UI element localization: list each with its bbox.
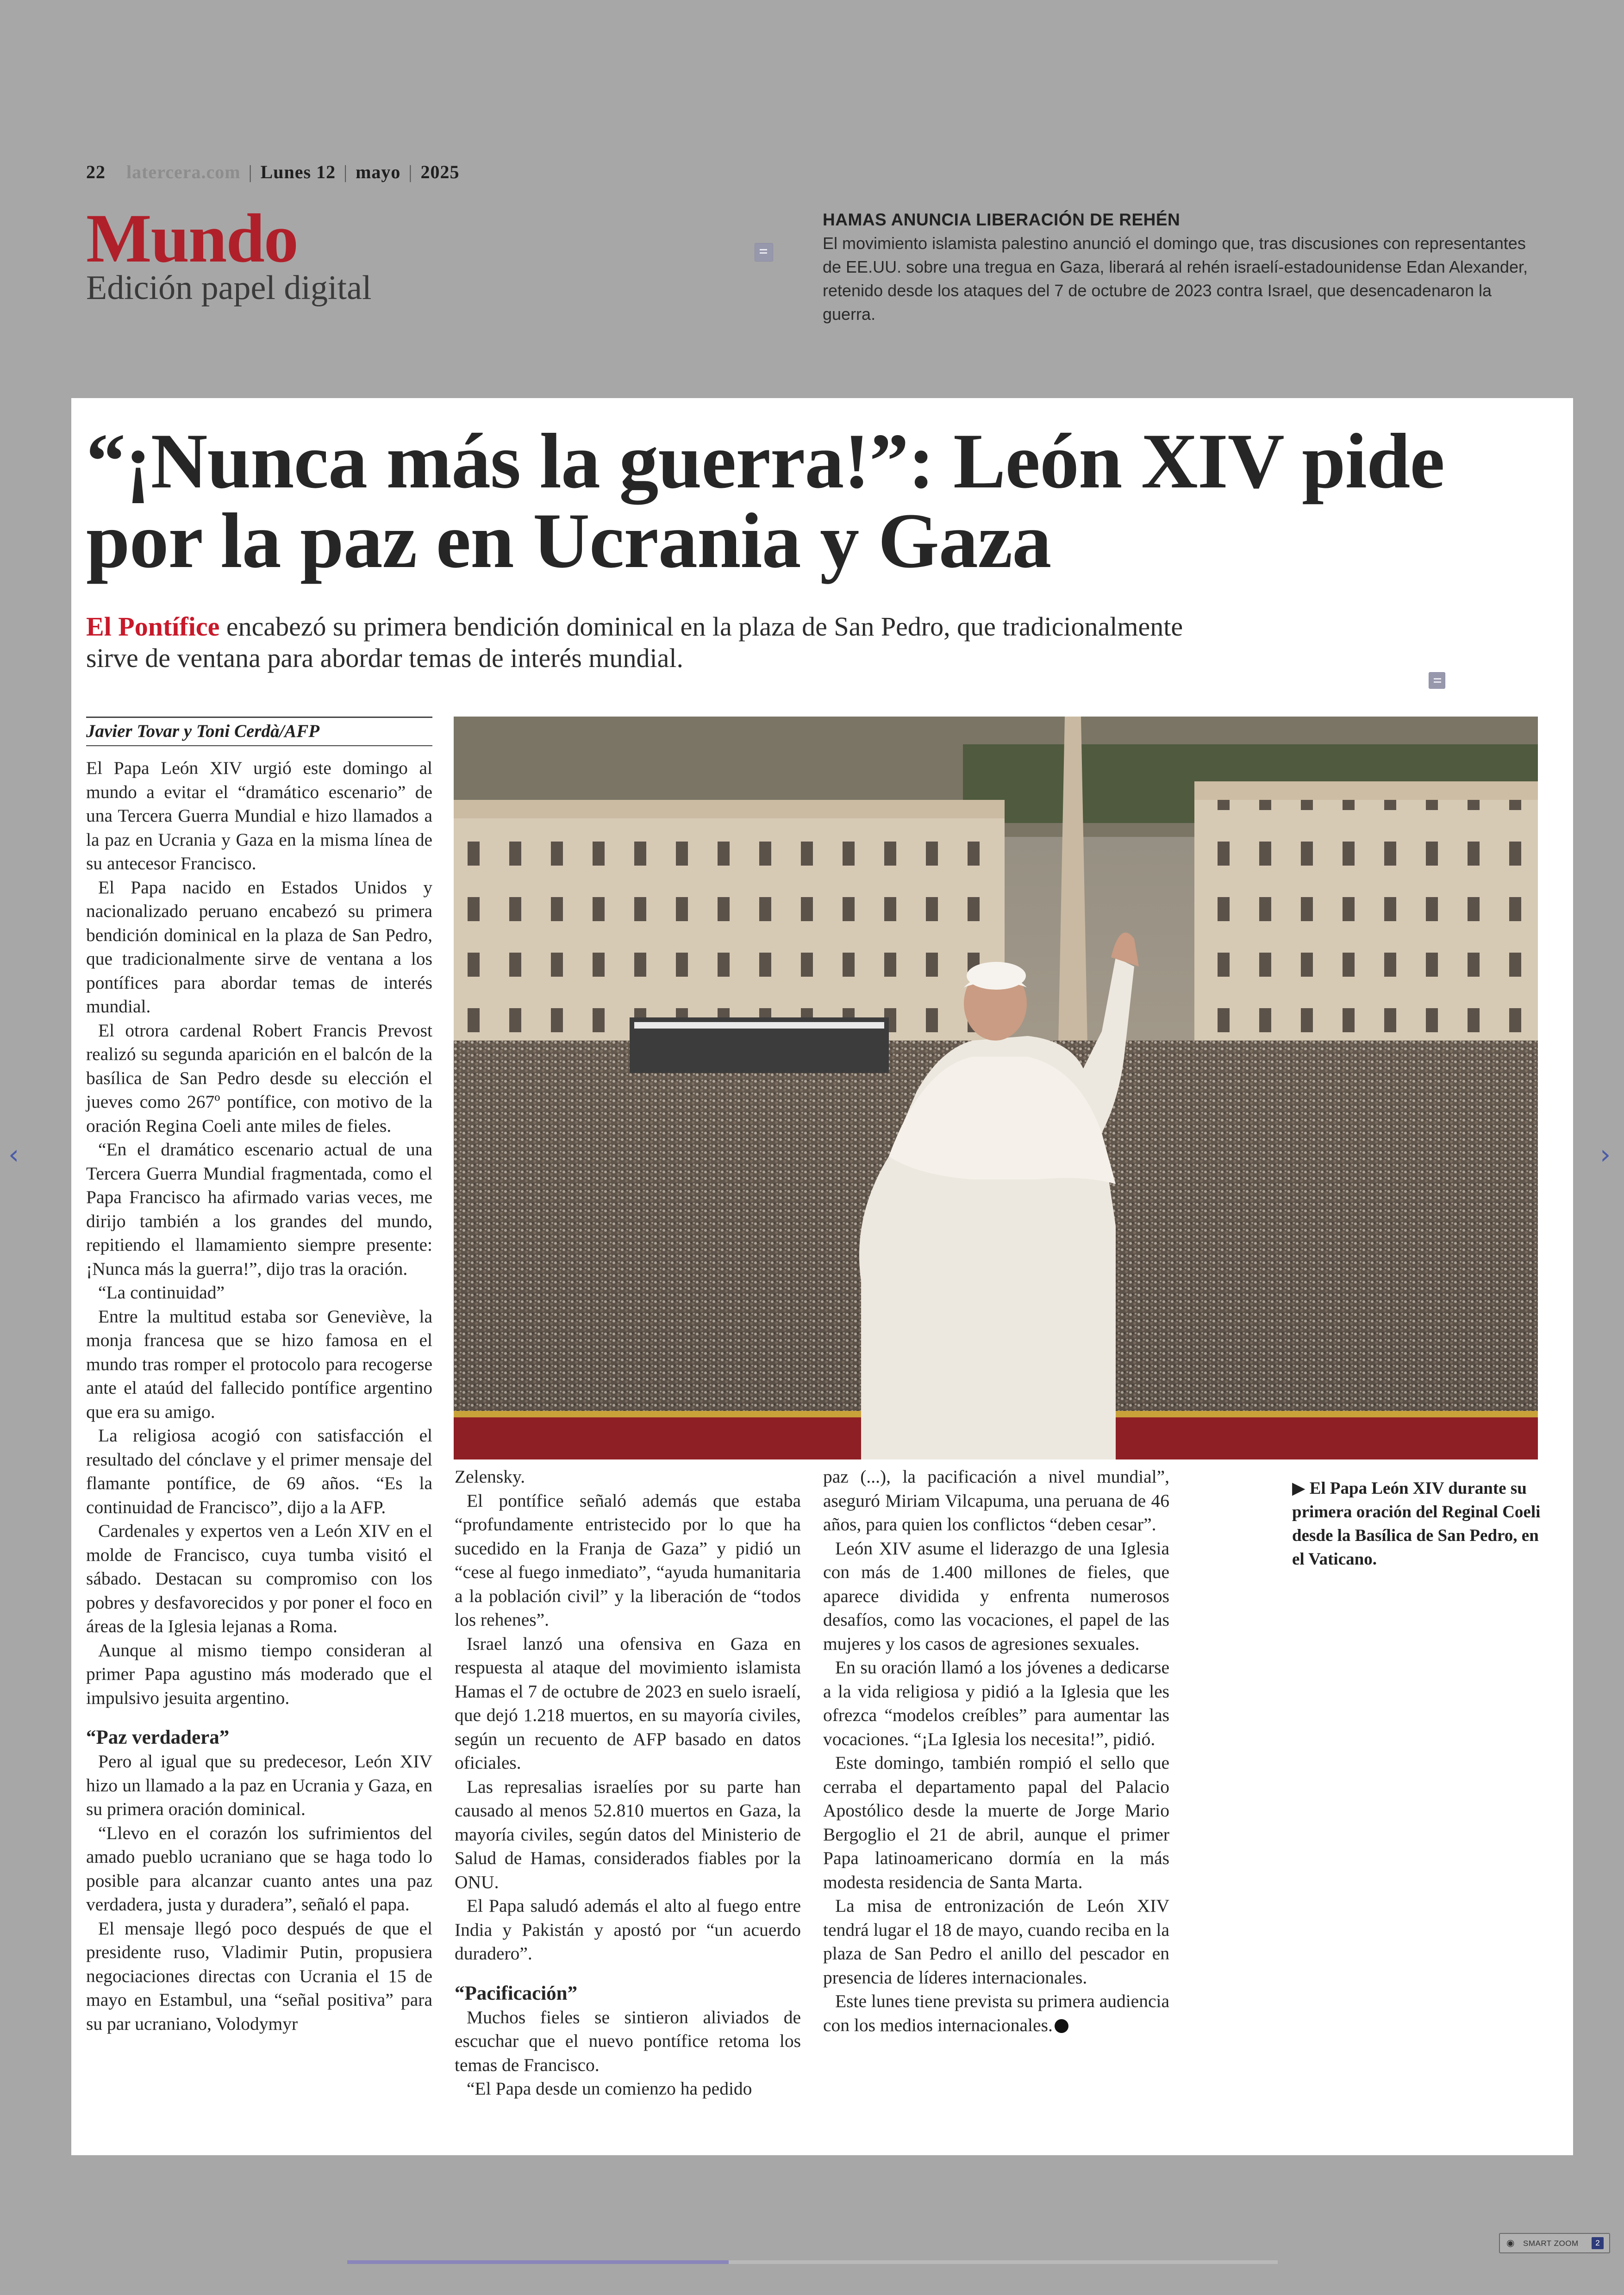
- brief-title: HAMAS ANUNCIA LIBERACIÓN DE REHÉN: [823, 210, 1181, 229]
- end-mark-icon: [1055, 2019, 1068, 2033]
- paragraph: El Papa saludó además el alto al fuego entre India y Pakistán y apostó por “un acuerdo duradero”.: [455, 1896, 801, 1964]
- note-icon[interactable]: [1429, 672, 1445, 689]
- smart-zoom-button[interactable]: [1499, 2233, 1610, 2253]
- paragraph: La misa de entronización de León XIV tendrá lugar el 18 de mayo, cuando reciba en la plaza de San Pedro el anillo del pescador en presencia de líderes internacionales.: [823, 1896, 1169, 1988]
- paragraph: El pontífice señaló además que estaba “profundamente entristecido por lo que ha sucedido en la Franja de Gaza” y pidió un “cese al fuego inmediato”, “ayuda humanitaria a la población civil” y la liberación de “todos los rehenes”.: [455, 1490, 801, 1630]
- edition-label: Edición papel digital: [86, 269, 372, 307]
- paragraph: El Papa nacido en Estados Unidos y nacionalizado peruano encabezó su primera bendición dominical en la plaza de San Pedro, que tradicionalmente sirve de ventana a los pontífices para abordar temas de interés mundial.: [86, 877, 432, 1017]
- article-column-1: [86, 756, 432, 2036]
- paragraph: Las represalias israelíes por su parte han causado al menos 52.810 muertos en Gaza, la mayoría civiles, según datos del Ministerio de Salud de Hamas, considerados fiables por la ONU.: [455, 1776, 801, 1892]
- issue-year: 2025: [420, 162, 460, 182]
- eye-icon: ◉: [1506, 2238, 1515, 2248]
- paragraph: “La continuidad”: [98, 1282, 225, 1303]
- section-title: Mundo: [86, 200, 298, 277]
- paragraph: En su oración llamó a los jóvenes a dedicarse a la vida religiosa y pidió a la Iglesia que les ofrezca “modelos creíbles” para aumentar las vocaciones. “¡La Iglesia los necesita!”, pidió.: [823, 1657, 1169, 1749]
- paragraph: “El Papa desde un comienzo ha pedido: [467, 2078, 752, 2099]
- site-name: latercera.com: [126, 162, 241, 182]
- paragraph: Muchos fieles se sintieron aliviados de escuchar que el nuevo pontífice retoma los temas de Francisco.: [455, 2007, 801, 2075]
- paragraph: El mensaje llegó poco después de que el presidente ruso, Vladimir Putin, propusiera negociaciones directas con Ucrania el 15 de mayo en Estambul, una “señal positiva” para su par ucraniano, Volodymyr: [86, 1918, 432, 2034]
- lead-text: encabezó su primera bendición dominical en la plaza de San Pedro, que tradicionalmente sirve de ventana para abordar temas de interés mundial.: [86, 611, 1183, 673]
- paragraph: El Papa León XIV urgió este domingo al mundo a evitar el “dramático escenario” de una Tercera Guerra Mundial e hizo llamados a la paz en Ucrania y Gaza en la misma línea de su antecesor Francisco.: [86, 758, 432, 873]
- paragraph: Cardenales y expertos ven a León XIV en el molde de Francisco, cuya tumba visitó el sábado. Destacan su compromiso con los pobres y desfavorecidos y por poner el foco en áreas de la Iglesia lejanas a Roma.: [86, 1521, 432, 1636]
- photo-caption: ▶ El Papa León XIV durante su primera oración del Reginal Coeli desde la Basílica de San Pedro, en el Vaticano.: [1292, 1479, 1541, 1569]
- paragraph: León XIV asume el liderazgo de una Iglesia con más de 1.400 millones de fieles, que aparece dividida y enfrenta numerosos desafíos, como las vocaciones, el papel de las mujeres y los casos de agresiones sexuales.: [823, 1538, 1169, 1654]
- paragraph: El otrora cardenal Robert Francis Prevost realizó su segunda aparición en el balcón de la basílica de San Pedro desde su elección el jueves como 267º pontífice, con motivo de la oración Regina Coeli ante miles de fieles.: [86, 1020, 432, 1136]
- paragraph: “En el dramático escenario actual de una Tercera Guerra Mundial fragmentada, como el Papa Francisco ha afirmado varias veces, me dirijo también a los grandes del mundo, repitiendo el llamamiento siempre presente: ¡Nunca más la guerra!”, dijo tras la oración.: [86, 1139, 432, 1279]
- paragraph: Pero al igual que su predecesor, León XIV hizo un llamado a la paz en Ucrania y Gaza, en su primera oración dominical.: [86, 1751, 432, 1819]
- lead-kicker: El Pontífice: [86, 611, 220, 642]
- paragraph: Israel lanzó una ofensiva en Gaza en respuesta al ataque del movimiento islamista Hamas el 7 de octubre de 2023 en suelo israelí, que dejó 1.218 muertos, en su mayoría civiles, según un recuento de AFP basado en datos oficiales.: [455, 1633, 801, 1773]
- last-paragraph-text: Este lunes tiene prevista su primera audiencia con los medios internacionales.: [823, 1991, 1169, 2035]
- paragraph: paz (...), la pacificación a nivel mundial”, aseguró Miriam Vilcapuma, una peruana de 46 años, para quien los conflictos “deben cesar”.: [823, 1466, 1169, 1534]
- paragraph: La religiosa acogió con satisfacción el resultado del cónclave y el primer mensaje del flamante pontífice, de 69 años. “Es la continuidad de Francisco”, dijo a la AFP.: [86, 1425, 432, 1517]
- article-headline: “¡Nunca más la guerra!”: León XIV pide por la paz en Ucrania y Gaza: [86, 418, 1444, 584]
- article-column-2: [455, 1465, 801, 2101]
- smart-zoom-badge: 2: [1592, 2237, 1604, 2249]
- article-column-3: [823, 1465, 1169, 2037]
- prev-page-icon[interactable]: ‹: [8, 1139, 19, 1170]
- subheading: “Paz verdadera”: [86, 1727, 230, 1748]
- paragraph: “Llevo en el corazón los sufrimientos del amado pueblo ucraniano que se haga todo lo posible para alcanzar cuanto antes una paz verdadera, justa y duradera”, señaló el papa.: [86, 1822, 432, 1915]
- note-icon[interactable]: [755, 243, 773, 262]
- issue-info: 22 latercera.com | Lunes 12 | mayo | 2025: [86, 162, 460, 182]
- page-number: 22: [86, 162, 106, 182]
- article-photo: [454, 717, 1538, 1459]
- paragraph: Este domingo, también rompió el sello que cerraba el departamento papal del Palacio Apostólico desde la muerte de Jorge Mario Bergoglio el 21 de abril, aunque el primer Papa latinoamericano dormía en la más modesta residencia de Santa Marta.: [823, 1752, 1169, 1892]
- article-lead: [86, 611, 1197, 674]
- paragraph: Zelensky.: [455, 1466, 525, 1487]
- news-brief: [823, 210, 1545, 326]
- paragraph: Aunque al mismo tiempo consideran al primer Papa agustino más moderado que el impulsivo jesuita argentino.: [86, 1640, 432, 1708]
- issue-weekday-day: Lunes 12: [260, 162, 336, 182]
- paragraph: Entre la multitud estaba sor Geneviève, la monja francesa que se hizo famosa en el mundo tras romper el protocolo para recogerse ante el ataúd del fallecido pontífice argentino que era su amigo.: [86, 1306, 432, 1422]
- page-progress-fill: [347, 2260, 729, 2264]
- article-byline: Javier Tovar y Toni Cerdà/AFP: [86, 717, 432, 746]
- next-page-icon[interactable]: ›: [1600, 1139, 1611, 1170]
- smart-zoom-label: SMART ZOOM: [1523, 2239, 1579, 2248]
- issue-month: mayo: [356, 162, 401, 182]
- brief-text: El movimiento islamista palestino anunció el domingo que, tras discusiones con representantes de EE.UU. sobre una tregua en Gaza, liberará al rehén israelí-estadounidense Edan Alexander, retenido desde los ataques del 7 de octubre de 2023 contra Israel, que desencadenaron la guerra.: [823, 234, 1528, 324]
- subheading: “Pacificación”: [455, 1982, 578, 2004]
- paragraph: [823, 1989, 1169, 2037]
- newspaper-page: [71, 398, 1573, 2155]
